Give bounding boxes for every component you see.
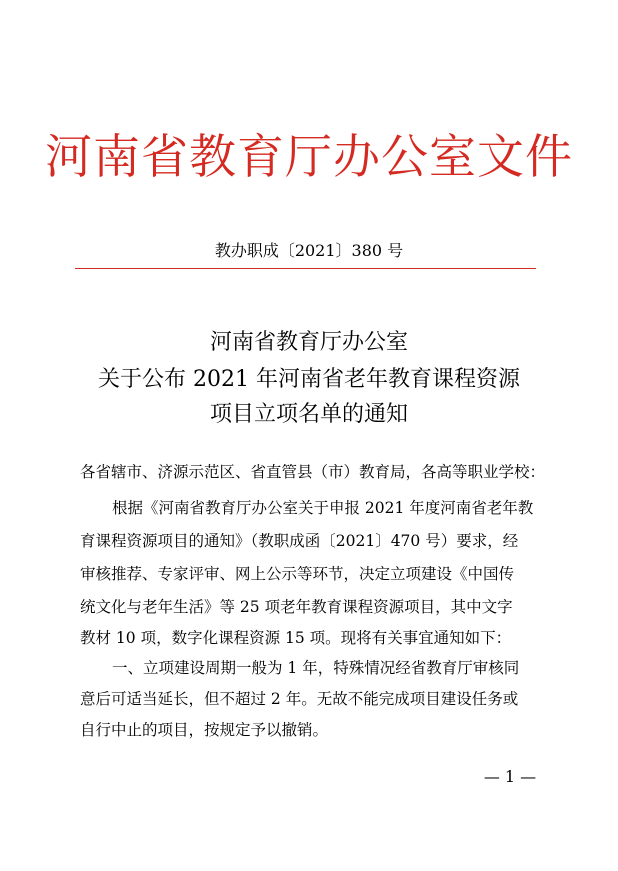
paragraph-1-line-3: 审核推荐、专家评审、网上公示等环节，决定立项建设《中国传 bbox=[80, 565, 515, 583]
notice-title-line-3: 项目立项名单的通知 bbox=[209, 402, 408, 427]
paragraph-1-line-4: 统文化与老年生活》等 25 项老年教育课程资源项目，其中文字 bbox=[80, 598, 513, 616]
masthead-title: 河南省教育厅办公室文件 bbox=[45, 130, 573, 185]
paragraph-2-line-1: 一、立项建设周期一般为 1 年，特殊情况经省教育厅审核同 bbox=[112, 659, 520, 677]
paragraph-2-line-2: 意后可适当延长，但不超过 2 年。无故不能完成项目建设任务或 bbox=[80, 690, 519, 708]
paragraph-1-line-2: 育课程资源项目的通知》（教职成函〔2021〕470 号）要求，经 bbox=[80, 532, 519, 550]
paragraph-1-line-5: 教材 10 项，数字化课程资源 15 项。现将有关事宜通知如下： bbox=[80, 629, 512, 647]
paragraph-2-line-3: 自行中止的项目，按规定予以撤销。 bbox=[80, 721, 329, 739]
notice-title-line-1: 河南省教育厅办公室 bbox=[209, 330, 408, 355]
page-number: — 1 — bbox=[483, 767, 537, 786]
document-number: 教办职成〔2021〕380 号 bbox=[214, 241, 404, 260]
paragraph-1-line-1: 根据《河南省教育厅办公室关于申报 2021 年度河南省老年教 bbox=[112, 499, 534, 517]
notice-title-line-2: 关于公布 2021 年河南省老年教育课程资源 bbox=[98, 367, 520, 392]
red-divider-line bbox=[75, 268, 536, 269]
addressee-line: 各省辖市、济源示范区、省直管县（市）教育局，各高等职业学校： bbox=[80, 463, 546, 481]
